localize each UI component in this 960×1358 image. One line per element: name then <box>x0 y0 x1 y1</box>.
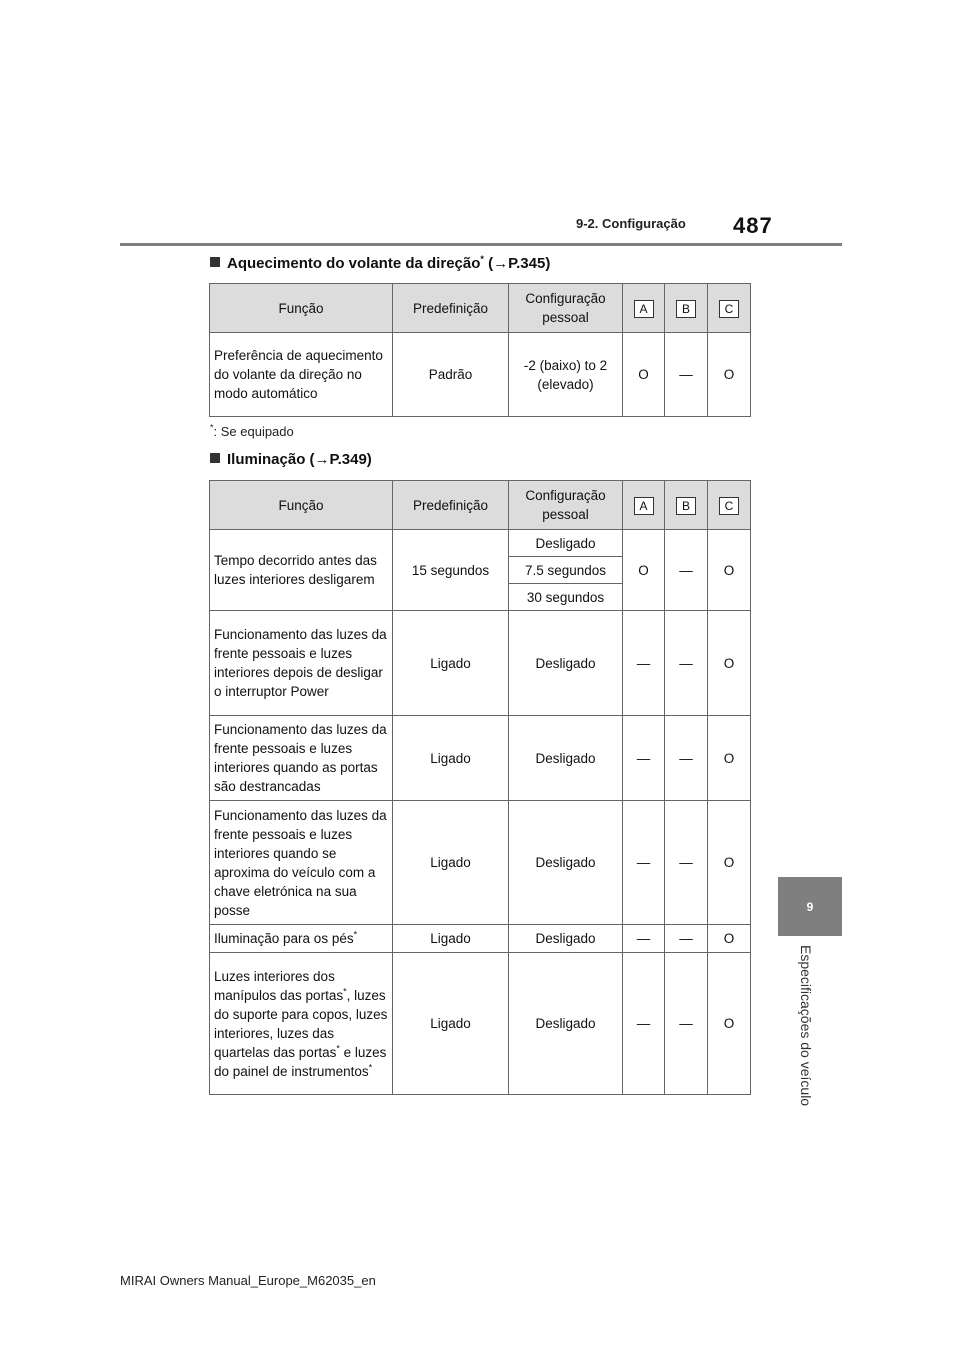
option-cell: 7.5 segundos <box>509 557 623 584</box>
chapter-tab <box>778 877 842 936</box>
lighting-table <box>209 480 751 1095</box>
function-cell: Preferência de aquecimento do volante da direção no modo automático <box>210 333 393 417</box>
option-cell: 30 segundos <box>509 584 623 611</box>
a-cell: O <box>623 530 665 611</box>
table-row <box>210 716 751 801</box>
chapter-number: 9 <box>806 899 814 914</box>
b-cell: — <box>665 611 708 716</box>
c-cell: O <box>708 333 751 417</box>
function-cell: Funcionamento das luzes da frente pessoais e luzes interiores quando as portas são destrancadas <box>210 716 393 801</box>
function-cell: Iluminação para os pés* <box>210 925 393 953</box>
c-cell: O <box>708 716 751 801</box>
c-cell: O <box>708 953 751 1095</box>
custom-cell: -2 (baixo) to 2 (elevado) <box>509 333 623 417</box>
col-header-a: A <box>623 284 665 333</box>
col-header-function: Função <box>210 481 393 530</box>
section-heading-lighting: Iluminação (→P.349) <box>210 451 372 468</box>
steering-heat-table <box>209 283 751 417</box>
default-cell: Ligado <box>393 801 509 925</box>
default-cell: Ligado <box>393 716 509 801</box>
custom-cell: Desligado <box>509 611 623 716</box>
c-cell: O <box>708 801 751 925</box>
col-header-default: Predefinição <box>393 284 509 333</box>
function-cell: Luzes interiores dos manípulos das portas*, luzes do suporte para copos, luzes interiores, luzes das quartelas das portas* e luzes do painel de instrumentos* <box>210 953 393 1095</box>
a-cell: — <box>623 801 665 925</box>
table-row <box>210 333 751 417</box>
footnote: *: Se equipado <box>210 422 294 439</box>
col-header-b: B <box>665 481 708 530</box>
col-header-b: B <box>665 284 708 333</box>
default-cell: 15 segundos <box>393 530 509 611</box>
b-cell: — <box>665 925 708 953</box>
table-row <box>210 953 751 1095</box>
function-cell: Tempo decorrido antes das luzes interiores desligarem <box>210 530 393 611</box>
header-section-title: 9-2. Configuração <box>576 216 686 231</box>
b-cell: — <box>665 953 708 1095</box>
table-header-row <box>210 481 751 530</box>
col-header-c: C <box>708 284 751 333</box>
a-cell: — <box>623 953 665 1095</box>
col-header-c: C <box>708 481 751 530</box>
footer-manual-id: MIRAI Owners Manual_Europe_M62035_en <box>120 1273 376 1288</box>
function-cell: Funcionamento das luzes da frente pessoais e luzes interiores depois de desligar o interruptor Power <box>210 611 393 716</box>
square-bullet-icon <box>210 453 220 463</box>
b-cell: — <box>665 530 708 611</box>
col-header-function: Função <box>210 284 393 333</box>
a-cell: — <box>623 925 665 953</box>
a-cell: — <box>623 611 665 716</box>
c-cell: O <box>708 611 751 716</box>
default-cell: Ligado <box>393 611 509 716</box>
table-row <box>210 925 751 953</box>
function-cell: Funcionamento das luzes da frente pessoais e luzes interiores quando se aproxima do veículo com a chave eletrónica na sua posse <box>210 801 393 925</box>
chapter-label: Especificações do veículo <box>798 945 814 1107</box>
table-row <box>210 611 751 716</box>
col-header-custom: Configuração pessoal <box>509 481 623 530</box>
page-number: 487 <box>733 213 773 238</box>
b-cell: — <box>665 716 708 801</box>
section-heading-steering-heat: Aquecimento do volante da direção* (→P.345) <box>210 255 550 272</box>
a-cell: — <box>623 716 665 801</box>
custom-cell: Desligado <box>509 801 623 925</box>
table-row <box>210 530 751 557</box>
c-cell: O <box>708 925 751 953</box>
b-cell: — <box>665 801 708 925</box>
square-bullet-icon <box>210 257 220 267</box>
c-cell: O <box>708 530 751 611</box>
custom-cell: Desligado <box>509 716 623 801</box>
col-header-custom: Configuração pessoal <box>509 284 623 333</box>
default-cell: Padrão <box>393 333 509 417</box>
table-row <box>210 801 751 925</box>
option-cell: Desligado <box>509 530 623 557</box>
a-cell: O <box>623 333 665 417</box>
b-cell: — <box>665 333 708 417</box>
custom-cell: Desligado <box>509 925 623 953</box>
default-cell: Ligado <box>393 925 509 953</box>
col-header-a: A <box>623 481 665 530</box>
header-rule <box>120 243 842 246</box>
custom-cell: Desligado <box>509 953 623 1095</box>
default-cell: Ligado <box>393 953 509 1095</box>
table-header-row <box>210 284 751 333</box>
col-header-default: Predefinição <box>393 481 509 530</box>
